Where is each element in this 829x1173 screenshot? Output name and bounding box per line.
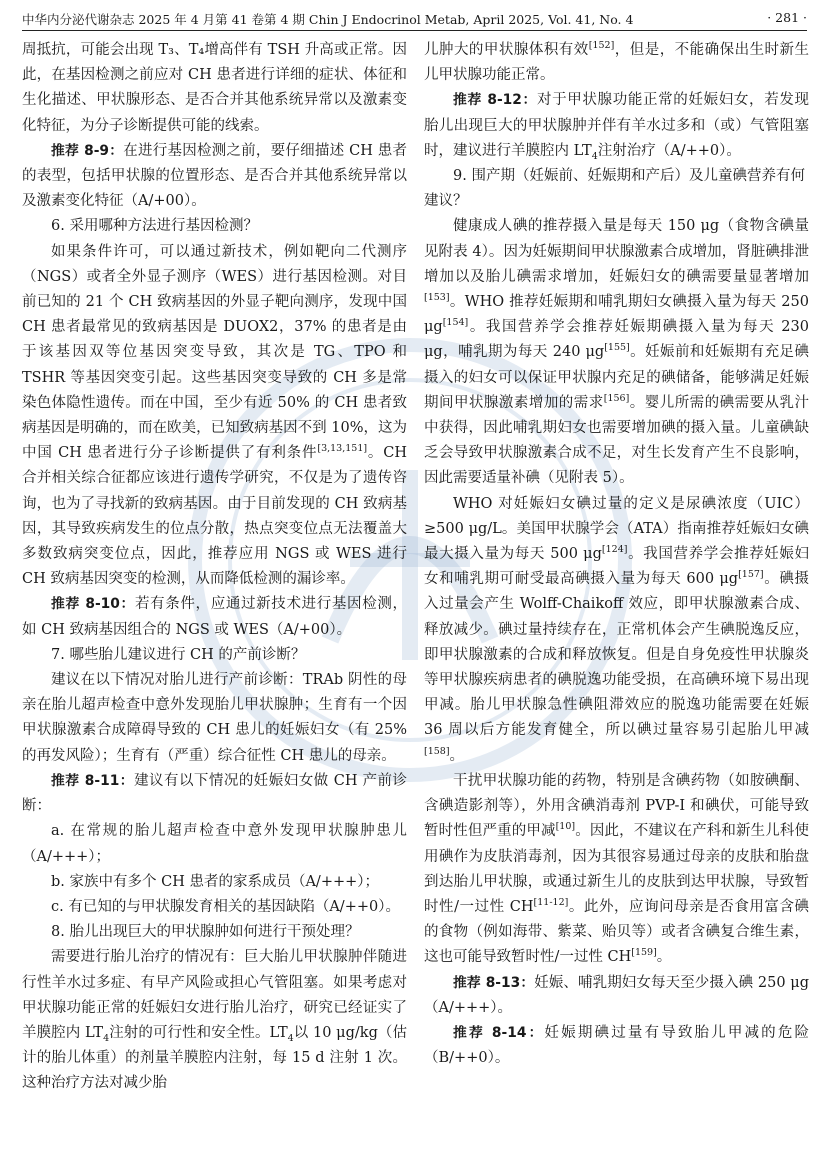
question-heading: 6. 采用哪种方法进行基因检测？	[51, 218, 258, 235]
recommendation-label: 推荐 8-11：	[51, 772, 135, 789]
paragraph	[22, 945, 407, 1096]
list-item: c. 有已知的与甲状腺发育相关的基因缺陷（A/++0）。	[51, 898, 400, 915]
citation: [158]	[424, 745, 450, 757]
recommendation-text: 妊娠期碘过量有导致胎儿甲减的危险（B/++0）。	[424, 1024, 809, 1067]
citation: [157]	[738, 569, 764, 581]
header-rule	[22, 30, 807, 31]
citation: [159]	[631, 947, 657, 959]
text-run: 以 10 μg/kg（估计的胎儿体重）的剂量羊膜腔内注射，每 15 d 注射 1 次。这种治疗方法对减少胎	[22, 1024, 407, 1092]
paragraph	[22, 240, 407, 593]
recommendation-text: 对于甲状腺功能正常的妊娠妇女，若发现胎儿出现巨大的甲状腺肿并伴有羊水过多和（或）气管阻塞时，建议进行羊膜腔内 LT	[424, 92, 809, 159]
recommendation-8-10	[22, 592, 407, 642]
text-run: 。	[449, 747, 465, 764]
citation: [11-12]	[533, 897, 569, 909]
recommendation-label: 推荐 8-10：	[51, 596, 135, 613]
text-run: 干扰甲状腺功能的药物，特别是含碘药物（如胺碘酮、含碘造影剂等），外用含碘消毒剂 PVP-I 和碘伏，可能导致暂时性但严重的甲减	[424, 772, 809, 840]
journal-citation: 中华内分泌代谢杂志 2025 年 4 月第 41 卷第 4 期 Chin J Endocrinol Metab, April 2025, Vol. 41, No. 4	[22, 12, 634, 27]
recommendation-8-9	[22, 139, 407, 215]
recommendation-8-11	[22, 769, 407, 819]
question-heading: 7. 哪些胎儿建议进行 CH 的产前诊断？	[51, 646, 306, 663]
citation: [156]	[603, 393, 630, 405]
page-number: · 281 ·	[767, 10, 807, 25]
text-run: 。WHO 推荐妊娠期和哺乳期妇女碘摄入量为每天 250 μg	[424, 294, 809, 336]
paragraph	[424, 769, 809, 971]
citation: [155]	[604, 342, 630, 354]
text-run: 。妊娠前和妊娠期有充足碘摄入的妇女可以保证甲状腺内充足的碘储备，能够满足妊娠期间甲状腺激素增加的需求	[424, 344, 809, 411]
text-run: 。此外，应询问母亲是否食用富含碘的食物（例如海带、紫菜、贻贝等）或者含碘复合维生素，这也可能导致暂时性/一过性 CH	[424, 898, 810, 966]
text-run: 如果条件许可，可以通过新技术，例如靶向二代测序（NGS）或者全外显子测序（WES）进行基因检测。对目前已知的 21 个 CH 致病基因的外显子靶向测序，发现中国 CH 患者最常见的致病基因是 DUOX2，37% 的患者是由于该基因双等位基因突变导致，其次是 TG、TPO 和 TSHR 等基因突变引起。这些基因突变导致的 CH 多是常染色体隐性遗传。而在中国，至少有近 50% 的 CH 患者致病基因是明确的，而在欧美，已知致病基因不到 10%，这为中国 CH 患者进行分子诊断提供了有利条件	[22, 243, 407, 462]
text-run: 健康成人碘的推荐摄入量是每天 150 μg（食物含碘量见附表 4）。因为妊娠期间甲状腺激素合成增加，肾脏碘排泄增加以及胎儿碘需求增加，妊娠妇女的碘需要量显著增加	[424, 218, 809, 285]
recommendation-8-14	[424, 1021, 809, 1071]
citation: [3,13,151]	[317, 443, 368, 455]
paragraph: 周抵抗，可能会出现 T₃、T₄增高伴有 TSH 升高或正常。因此，在基因检测之前应对 CH 患者进行详细的症状、体征和生化描述、甲状腺形态、是否合并其他系统异常以及激素变化特征，为分子诊断提供可能的线索。	[22, 42, 407, 134]
text-run: 。我国营养学会推荐妊娠妇女和哺乳期可耐受最高碘摄入量为每天 600 μg	[424, 546, 810, 588]
recommendation-8-12	[424, 88, 809, 164]
right-column	[424, 38, 809, 1071]
citation: [153]	[424, 292, 450, 304]
text-run: ，但是，不能确保出生时新生儿甲状腺功能正常。	[424, 42, 809, 84]
recommendation-label: 推荐 8-9：	[51, 142, 124, 159]
recommendation-text: 若有条件，应通过新技术进行基因检测，如 CH 致病基因组合的 NGS 或 WES（A/+00）。	[22, 596, 407, 638]
text-run: 需要进行胎儿治疗的情况有：巨大胎儿甲状腺肿伴随进行性羊水过多症、有早产风险或担心气管阻塞。如果考虑对甲状腺功能正常的妊娠妇女进行胎儿治疗，研究已经证实了羊膜腔内 LT	[22, 949, 407, 1041]
question-heading: 8. 胎儿出现巨大的甲状腺肿如何进行干预处理？	[51, 924, 360, 941]
subscript: 4	[591, 150, 598, 162]
question-heading: 9. 围产期（妊娠前、妊娠期和产后）及儿童碘营养有何建议？	[424, 168, 805, 210]
running-header	[22, 6, 807, 30]
subscript: 4	[103, 1032, 110, 1044]
recommendation-text: 妊娠、哺乳期妇女每天至少摄入碘 250 μg（A/+++）。	[424, 974, 809, 1016]
citation: [152]	[588, 40, 615, 52]
paragraph	[424, 492, 809, 769]
recommendation-text: 在进行基因检测之前，要仔细描述 CH 患者的表型，包括甲状腺的位置形态、是否合并其他系统异常以及激素变化特征（A/+00）。	[22, 142, 407, 210]
left-column	[22, 38, 407, 1097]
recommendation-text: 注射治疗（A/++0）。	[597, 142, 741, 159]
subscript: 4	[287, 1032, 294, 1044]
text-run: 。婴儿所需的碘需要从乳汁中获得，因此哺乳期妇女也需要增加碘的摄入量。儿童碘缺乏会导致甲状腺激素合成不足，对生长发育产生不良影响，因此需要适量补碘（见附表 5）。	[424, 394, 810, 487]
recommendation-label: 推荐 8-13：	[453, 974, 535, 991]
text-run: 。CH 合并相关综合征都应该进行遗传学研究，不仅是为了遗传咨询，也为了寻找新的致病基因。由于目前发现的 CH 致病基因，其导致疾病发生的位点分散，热点突变位点无法覆盖大多数致病突变位点，因此，推荐应用 NGS 或 WES 进行 CH 致病基因突变的检测，从而降低检测的漏诊率。	[22, 445, 407, 588]
paragraph	[424, 214, 809, 491]
text-run: 注射的可行性和安全性。LT	[109, 1024, 288, 1041]
text-run: 。	[656, 949, 672, 966]
text-run: 儿肿大的甲状腺体积有效	[424, 42, 589, 58]
recommendation-8-13	[424, 971, 809, 1021]
paragraph: 建议在以下情况对胎儿进行产前诊断：TRAb 阴性的母亲在胎儿超声检查中意外发现胎儿甲状腺肿；生育有一个因甲状腺激素合成障碍导致的 CH 患儿的妊娠妇女（有 25% 的再发风险）；生育有（严重）综合征性 CH 患儿的母亲。	[22, 672, 407, 764]
text-run: 。我国营养学会推荐妊娠期碘摄入量为每天 230 μg，哺乳期为每天 240 μg	[424, 319, 809, 361]
recommendation-text: 建议有以下情况的妊娠妇女做 CH 产前诊断：	[22, 772, 407, 815]
citation: [154]	[442, 317, 469, 329]
citation: [124]	[601, 544, 628, 556]
recommendation-label: 推荐 8-14：	[453, 1024, 545, 1041]
text-run: WHO 对妊娠妇女碘过量的定义是尿碘浓度（UIC）≥500 μg/L。美国甲状腺学会（ATA）指南推荐妊娠妇女碘最大摄入量为每天 500 μg	[424, 495, 809, 563]
recommendation-label: 推荐 8-12：	[453, 92, 537, 109]
list-item: b. 家族中有多个 CH 患者的家系成员（A/+++）；	[51, 873, 380, 890]
list-item: a. 在常规的胎儿超声检查中意外发现甲状腺肿患儿（A/+++）；	[22, 823, 407, 865]
citation: [10]	[555, 821, 576, 833]
paragraph	[424, 38, 809, 88]
text-run: 。因此，不建议在产科和新生儿科使用碘作为皮肤消毒剂，因为其很容易通过母亲的皮肤和胎盘到达胎儿甲状腺，或通过新生儿的皮肤到达甲状腺，导致暂时性/一过性 CH	[424, 823, 810, 915]
text-run: 。碘摄入过量会产生 Wolff-Chaikoff 效应，即甲状腺激素合成、释放减少。碘过量持续存在，正常机体会产生碘脱逸反应，即甲状腺激素的合成和释放恢复。但是自身免疫性甲状腺炎等甲状腺疾病患者的碘脱逸功能受损，在高碘环境下易出现甲减。胎儿甲状腺急性碘阻滞效应的脱逸功能需要在妊娠 36 周以后方能发育健全，所以碘过量容易引起胎儿甲减	[424, 571, 809, 739]
